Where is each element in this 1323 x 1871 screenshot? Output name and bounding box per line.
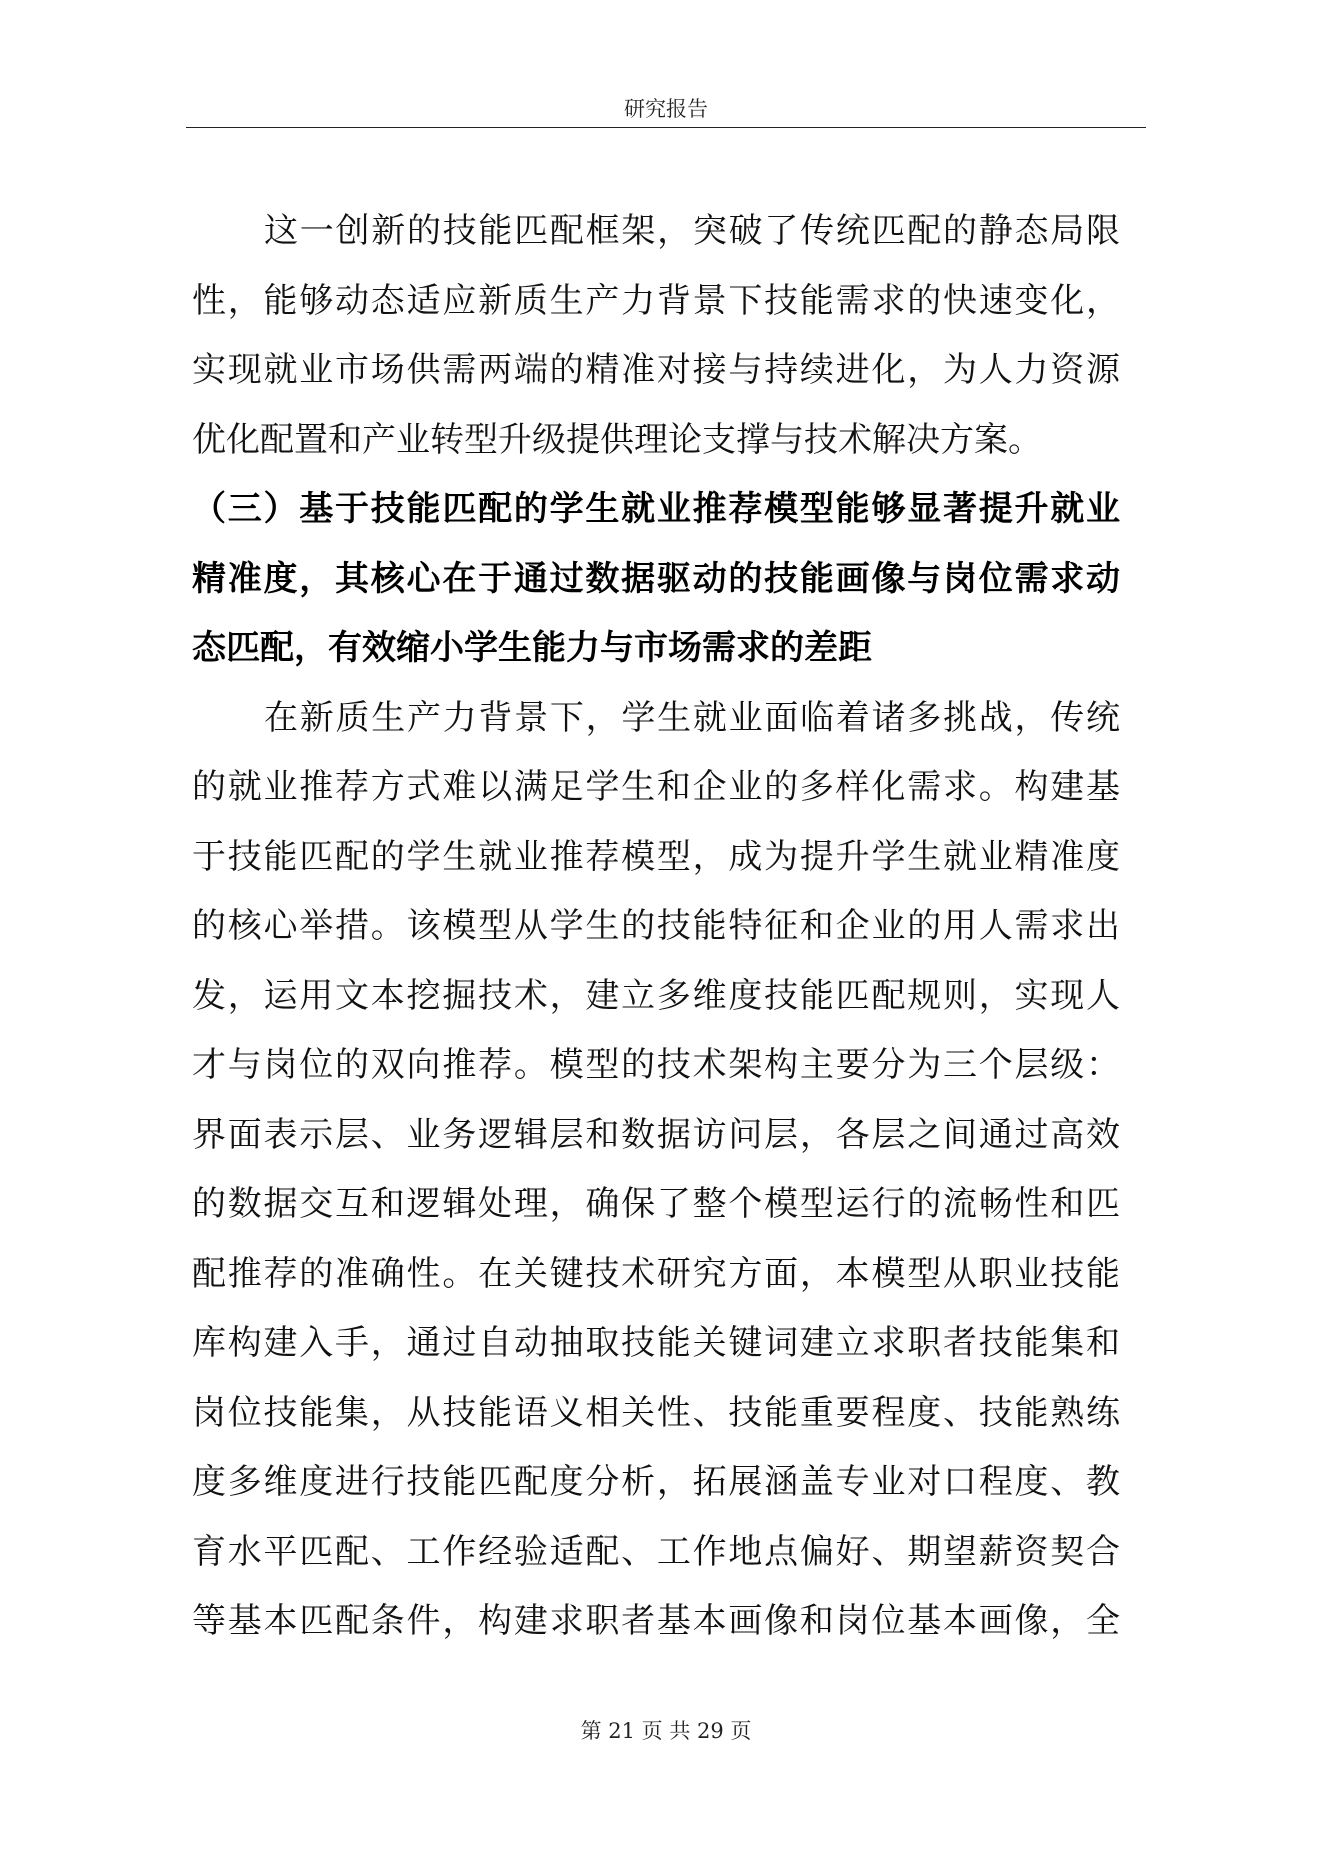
header-divider	[186, 127, 1146, 128]
document-body	[192, 197, 1120, 1657]
text-line: 才与岗位的双向推荐。模型的技术架构主要分为三个层级：	[192, 1045, 1120, 1085]
text-line: 这一创新的技能匹配框架，突破了传统匹配的静态局限	[264, 211, 1120, 251]
text-line: 优化配置和产业转型升级提供理论支撑与技术解决方案。	[192, 419, 1042, 460]
paragraph-recommendation-model	[192, 684, 1120, 1657]
text-line: 于技能匹配的学生就业推荐模型，成为提升学生就业精准度	[192, 836, 1120, 877]
paragraph-skill-framework	[192, 197, 1120, 475]
text-line: 库构建入手，通过自动抽取技能关键词建立求职者技能集和	[192, 1323, 1120, 1363]
text-line: 岗位技能集，从技能语义相关性、技能重要程度、技能熟练	[192, 1392, 1120, 1433]
heading-line: （三）基于技能匹配的学生就业推荐模型能够显著提升就业	[192, 489, 1120, 529]
text-line: 配推荐的准确性。在关键技术研究方面，本模型从职业技能	[192, 1253, 1120, 1294]
section-heading	[192, 475, 1120, 684]
heading-line: 态匹配，有效缩小学生能力与市场需求的差距	[192, 628, 872, 668]
page-number: 第 21 页 共 29 页	[580, 1719, 752, 1743]
heading-line: 精准度，其核心在于通过数据驱动的技能画像与岗位需求动	[192, 558, 1120, 599]
text-line: 的就业推荐方式难以满足学生和企业的多样化需求。构建基	[192, 767, 1120, 807]
text-line: 等基本匹配条件，构建求职者基本画像和岗位基本画像，全	[192, 1601, 1120, 1641]
text-line: 在新质生产力背景下，学生就业面临着诸多挑战，传统	[264, 697, 1120, 738]
text-line: 性，能够动态适应新质生产力背景下技能需求的快速变化，	[192, 280, 1120, 321]
text-line: 育水平匹配、工作经验适配、工作地点偏好、期望薪资契合	[192, 1531, 1120, 1572]
text-line: 发，运用文本挖掘技术，建立多维度技能匹配规则，实现人	[192, 975, 1120, 1016]
text-line: 的核心举措。该模型从学生的技能特征和企业的用人需求出	[192, 906, 1120, 946]
text-line: 的数据交互和逻辑处理，确保了整个模型运行的流畅性和匹	[192, 1184, 1120, 1224]
text-line: 实现就业市场供需两端的精准对接与持续进化，为人力资源	[192, 350, 1120, 390]
text-line: 界面表示层、业务逻辑层和数据访问层，各层之间通过高效	[192, 1114, 1120, 1155]
text-line: 度多维度进行技能匹配度分析，拓展涵盖专业对口程度、教	[192, 1462, 1120, 1502]
page-header-title: 研究报告	[624, 97, 708, 121]
